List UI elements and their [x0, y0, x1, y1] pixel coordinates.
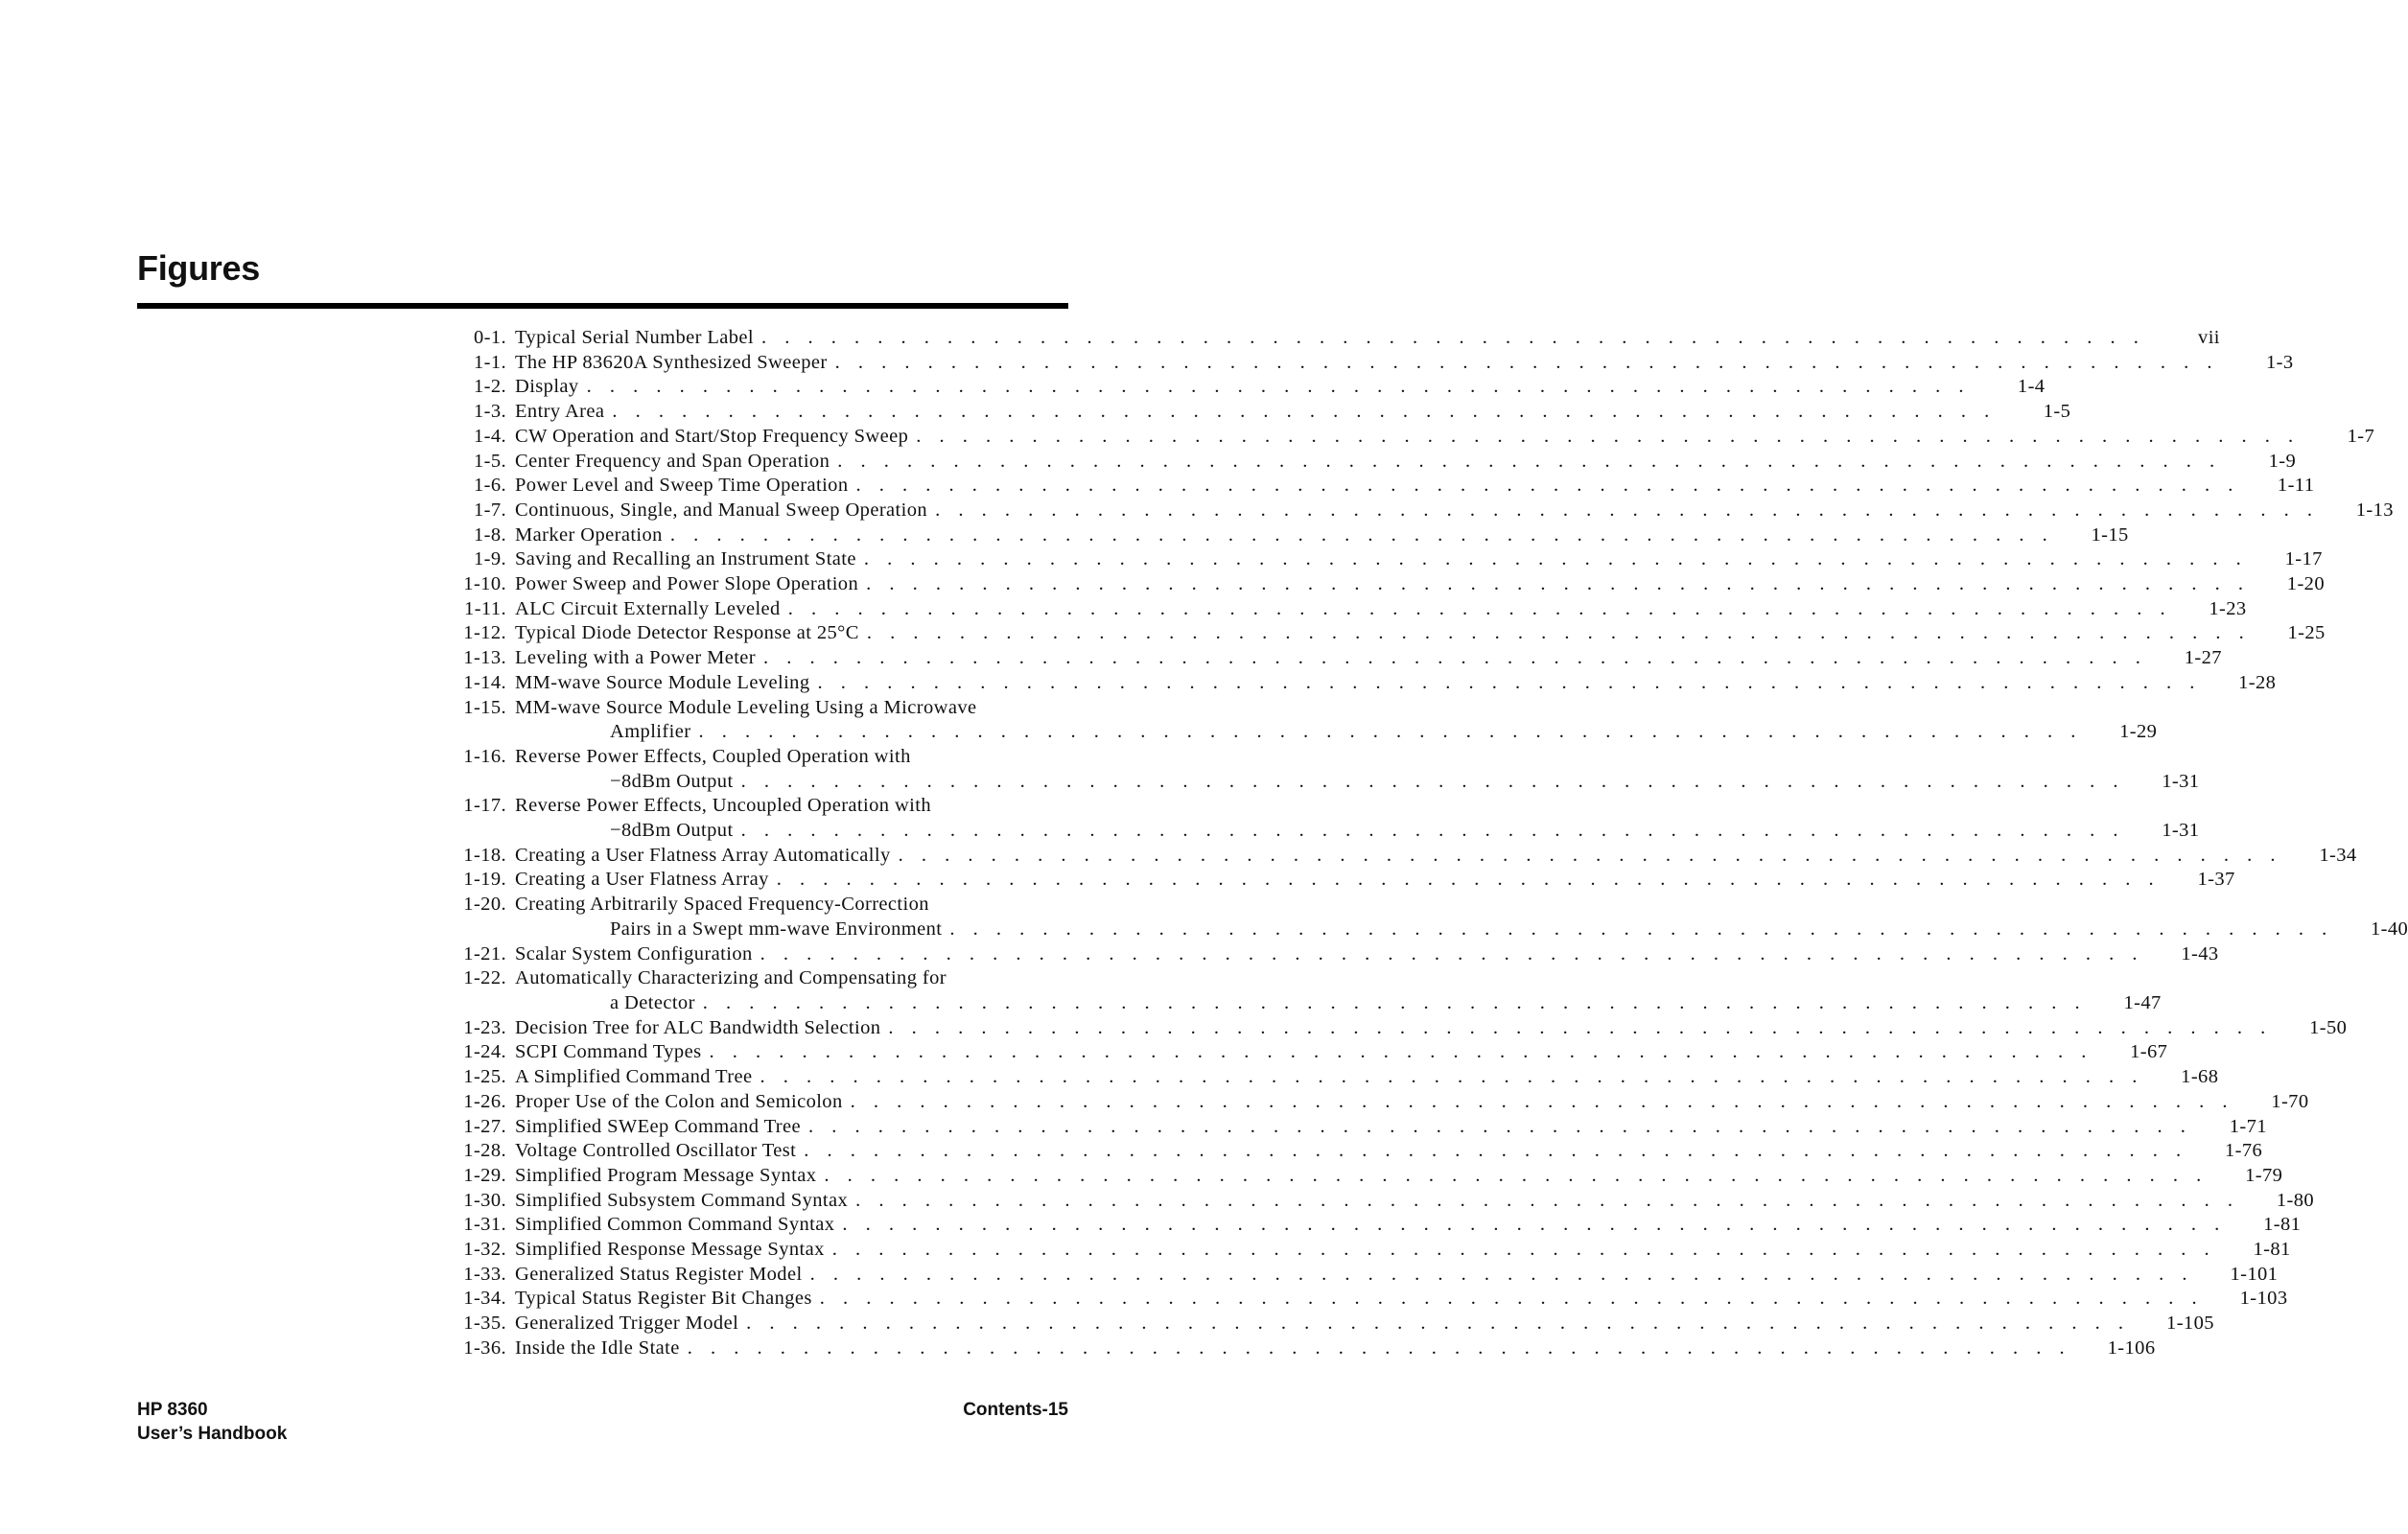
dot-leader: . . . . . . . . . . . . . . . . . . . . . . . . . . . . . . . . . . . . . . . . . . . . . . . . . . . . . . . . . . . .: [746, 1313, 2131, 1335]
figure-page-number: 1-79: [2245, 1164, 2283, 1186]
figure-title: Generalized Trigger Model: [515, 1313, 739, 1335]
figure-entry: [451, 375, 2046, 400]
figure-number: 1-26.: [463, 1090, 506, 1112]
figure-title: CW Operation and Start/Stop Frequency Sweep: [515, 425, 909, 447]
figures-list: [451, 326, 2408, 1361]
figure-number: 1-9.: [473, 548, 506, 570]
figure-title: Power Sweep and Power Slope Operation: [515, 573, 859, 595]
figure-page-number: 1-13: [2355, 499, 2394, 521]
dot-leader: . . . . . . . . . . . . . . . . . . . . . . . . . . . . . . . . . . . . . . . . . . . . . . . . . . . . . . . . . . . .: [842, 1214, 2227, 1236]
dot-leader: . . . . . . . . . . . . . . . . . . . . . . . . . . . . . . . . . . . . . . . . . . . . . . . . . . . . . . . . . . . .: [850, 1090, 2234, 1112]
dot-leader: . . . . . . . . . . . . . . . . . . . . . . . . . . . . . . . . . . . . . . . . . . . . . . . . . . . . . . . . . . . .: [916, 425, 2301, 447]
figure-entry: [451, 1090, 2309, 1115]
figure-entry: [451, 547, 2323, 572]
figure-entry: [451, 745, 1068, 770]
dot-leader: . . . . . . . . . . . . . . . . . . . . . . . . . . . . . . . . . . . . . . . . . . . . . . . . . . . . . . . . . . . .: [687, 1336, 2071, 1359]
dot-leader: . . . . . . . . . . . . . . . . . . . . . . . . . . . . . . . . . . . . . . . . . . . . . . . . . . . . . . . . . . . .: [888, 1016, 2273, 1038]
figure-number: 1-22.: [463, 967, 506, 989]
figure-number: 0-1.: [473, 327, 506, 348]
figure-entry: [451, 474, 2315, 499]
dot-leader: . . . . . . . . . . . . . . . . . . . . . . . . . . . . . . . . . . . . . . . . . . . . . . . . . . . . . . . . . . . .: [834, 351, 2219, 373]
dot-leader: . . . . . . . . . . . . . . . . . . . . . . . . . . . . . . . . . . . . . . . . . . . . . . . . . . . . . . . . . . . .: [702, 991, 2087, 1013]
dot-leader: . . . . . . . . . . . . . . . . . . . . . . . . . . . . . . . . . . . . . . . . . . . . . . . . . . . . . . . . . . . .: [817, 671, 2202, 693]
figure-number: 1-12.: [463, 622, 506, 644]
figure-page-number: 1-43: [2181, 942, 2219, 965]
figure-page-number: 1-34: [2319, 844, 2357, 866]
figure-title: Reverse Power Effects, Coupled Operation with: [515, 745, 911, 767]
figure-title: Simplified Subsystem Command Syntax: [515, 1189, 849, 1211]
figure-page-number: 1-17: [2284, 548, 2323, 570]
figure-page-number: 1-67: [2130, 1041, 2168, 1063]
figure-page-number: 1-76: [2224, 1140, 2263, 1162]
figure-page-number: 1-27: [2184, 647, 2222, 669]
figure-number: 1-7.: [473, 499, 506, 521]
figure-entry: [451, 523, 2129, 548]
figure-number: 1-33.: [463, 1263, 506, 1285]
heading-rule: [137, 303, 1068, 309]
figure-number: 1-36.: [463, 1336, 506, 1359]
figure-title: Typical Diode Detector Response at 25°C: [515, 622, 859, 644]
figure-number: 1-28.: [463, 1140, 506, 1162]
figure-page-number: 1-81: [2253, 1239, 2291, 1261]
figure-title: Center Frequency and Span Operation: [515, 450, 830, 472]
dot-leader: . . . . . . . . . . . . . . . . . . . . . . . . . . . . . . . . . . . . . . . . . . . . . . . . . . . . . . . . . . . .: [776, 869, 2161, 891]
figure-entry: [451, 942, 2219, 967]
figure-number: 1-27.: [463, 1115, 506, 1137]
figure-number: 1-18.: [463, 844, 506, 866]
dot-leader: . . . . . . . . . . . . . . . . . . . . . . . . . . . . . . . . . . . . . . . . . . . . . . . . . . . . . . . . . . . .: [866, 573, 2250, 595]
figure-number: 1-1.: [473, 351, 506, 373]
figure-number: 1-19.: [463, 869, 506, 891]
figure-entry: [451, 425, 2375, 450]
dot-leader: . . . . . . . . . . . . . . . . . . . . . . . . . . . . . . . . . . . . . . . . . . . . . . . . . . . . . . . . . . . .: [866, 622, 2251, 644]
figure-page-number: 1-31: [2162, 820, 2200, 842]
figure-title: ALC Circuit Externally Leveled: [515, 597, 781, 619]
dot-leader: . . . . . . . . . . . . . . . . . . . . . . . . . . . . . . . . . . . . . . . . . . . . . . . . . . . . . . . . . . . .: [761, 327, 2145, 348]
figure-page-number: 1-23: [2209, 597, 2247, 619]
figure-number: 1-8.: [473, 523, 506, 546]
figure-entry: [451, 1312, 2214, 1336]
figure-title: Automatically Characterizing and Compensating for: [515, 967, 947, 989]
footer-page-number: Contents-15: [963, 1400, 1068, 1420]
figure-entry-continuation: [451, 770, 2200, 795]
figure-page-number: 1-4: [2017, 376, 2046, 398]
figure-page-number: 1-103: [2239, 1288, 2288, 1310]
figure-title: Inside the Idle State: [515, 1336, 680, 1359]
figure-entry: [451, 351, 2294, 376]
figure-number: 1-16.: [463, 745, 506, 767]
figure-page-number: 1-7: [2347, 425, 2375, 447]
dot-leader: . . . . . . . . . . . . . . . . . . . . . . . . . . . . . . . . . . . . . . . . . . . . . . . . . . . . . . . . . . . .: [809, 1263, 2194, 1285]
figure-number: 1-24.: [463, 1041, 506, 1063]
figure-title: Scalar System Configuration: [515, 942, 753, 965]
figure-entry: [451, 844, 2357, 869]
figure-title: Typical Status Register Bit Changes: [515, 1288, 812, 1310]
footer-handbook-title: User’s Handbook: [137, 1424, 288, 1444]
figure-entry: [451, 1164, 2283, 1189]
figure-number: 1-17.: [463, 795, 506, 817]
footer-manual-info: [137, 1398, 287, 1446]
figure-entry: [451, 572, 2325, 597]
figure-entry: [451, 1016, 2348, 1041]
figure-number: 1-29.: [463, 1164, 506, 1186]
figure-page-number: 1-37: [2197, 869, 2235, 891]
figure-page-number: 1-80: [2276, 1189, 2315, 1211]
dot-leader: . . . . . . . . . . . . . . . . . . . . . . . . . . . . . . . . . . . . . . . . . . . . . . . . . . . . . . . . . . . .: [709, 1041, 2093, 1063]
figure-entry: [451, 499, 2394, 523]
figure-title: Amplifier: [610, 721, 691, 743]
figure-title: Pairs in a Swept mm-wave Environment: [610, 918, 943, 940]
figure-title: Proper Use of the Colon and Semicolon: [515, 1090, 843, 1112]
dot-leader: . . . . . . . . . . . . . . . . . . . . . . . . . . . . . . . . . . . . . . . . . . . . . . . . . . . . . . . . . . . .: [787, 597, 2172, 619]
figure-title: −8dBm Output: [610, 770, 734, 792]
dot-leader: . . . . . . . . . . . . . . . . . . . . . . . . . . . . . . . . . . . . . . . . . . . . . . . . . . . . . . . . . . . .: [824, 1164, 2209, 1186]
figure-title: Display: [515, 376, 579, 398]
figure-entry-continuation: [451, 991, 2162, 1016]
figure-title: −8dBm Output: [610, 820, 734, 842]
figure-title: Entry Area: [515, 401, 605, 423]
figure-page-number: 1-25: [2287, 622, 2326, 644]
figure-entry: [451, 450, 2297, 475]
dot-leader: . . . . . . . . . . . . . . . . . . . . . . . . . . . . . . . . . . . . . . . . . . . . . . . . . . . . . . . . . . . .: [804, 1140, 2188, 1162]
figure-entry: [451, 868, 2235, 893]
figure-entry: [451, 794, 1068, 819]
dot-leader: . . . . . . . . . . . . . . . . . . . . . . . . . . . . . . . . . . . . . . . . . . . . . . . . . . . . . . . . . . . .: [612, 401, 1997, 423]
dot-leader: . . . . . . . . . . . . . . . . . . . . . . . . . . . . . . . . . . . . . . . . . . . . . . . . . . . . . . . . . . . .: [855, 475, 2240, 497]
dot-leader: . . . . . . . . . . . . . . . . . . . . . . . . . . . . . . . . . . . . . . . . . . . . . . . . . . . . . . . . . . . .: [949, 918, 2334, 940]
figure-page-number: 1-15: [2091, 523, 2129, 546]
figure-entry: [451, 646, 2222, 671]
figure-page-number: 1-5: [2043, 401, 2071, 423]
dot-leader: . . . . . . . . . . . . . . . . . . . . . . . . . . . . . . . . . . . . . . . . . . . . . . . . . . . . . . . . . . . .: [760, 942, 2144, 965]
figure-title: Generalized Status Register Model: [515, 1263, 803, 1285]
figure-title: Saving and Recalling an Instrument State: [515, 548, 856, 570]
figure-entry: [451, 400, 2071, 425]
figure-page-number: 1-9: [2268, 450, 2297, 472]
figure-entry: [451, 1189, 2315, 1214]
figure-number: 1-21.: [463, 942, 506, 965]
figure-title: SCPI Command Types: [515, 1041, 702, 1063]
figure-page-number: 1-71: [2229, 1115, 2267, 1137]
dot-leader: . . . . . . . . . . . . . . . . . . . . . . . . . . . . . . . . . . . . . . . . . . . . . . . . . . . . . . . . . . . .: [586, 376, 1971, 398]
footer-model: HP 8360: [137, 1400, 208, 1420]
figure-page-number: 1-101: [2230, 1263, 2279, 1285]
figure-entry: [451, 1238, 2291, 1263]
figure-entry: [451, 893, 1068, 918]
figure-page-number: 1-11: [2277, 475, 2315, 497]
dot-leader: . . . . . . . . . . . . . . . . . . . . . . . . . . . . . . . . . . . . . . . . . . . . . . . . . . . . . . . . . . . .: [763, 647, 2147, 669]
figure-title: Power Level and Sweep Time Operation: [515, 475, 849, 497]
figure-page-number: 1-105: [2166, 1313, 2214, 1335]
figure-number: 1-34.: [463, 1288, 506, 1310]
figure-number: 1-11.: [464, 597, 506, 619]
figure-title: Simplified Common Command Syntax: [515, 1214, 835, 1236]
figure-title: Typical Serial Number Label: [515, 327, 755, 348]
dot-leader: . . . . . . . . . . . . . . . . . . . . . . . . . . . . . . . . . . . . . . . . . . . . . . . . . . . . . . . . . . . .: [740, 820, 2125, 842]
figure-title: Leveling with a Power Meter: [515, 647, 757, 669]
figure-page-number: 1-40: [2371, 918, 2408, 940]
figure-entry: [451, 1287, 2288, 1312]
figure-title: a Detector: [610, 991, 695, 1013]
figure-page-number: 1-68: [2181, 1066, 2219, 1088]
figure-entry-continuation: [451, 918, 2408, 942]
figure-number: 1-25.: [463, 1066, 506, 1088]
figure-title: Creating a User Flatness Array Automatically: [515, 844, 891, 866]
figure-title: Simplified Response Message Syntax: [515, 1239, 825, 1261]
figure-title: Simplified SWEep Command Tree: [515, 1115, 802, 1137]
figure-entry: [451, 621, 2326, 646]
dot-leader: . . . . . . . . . . . . . . . . . . . . . . . . . . . . . . . . . . . . . . . . . . . . . . . . . . . . . . . . . . . .: [837, 450, 2222, 472]
dot-leader: . . . . . . . . . . . . . . . . . . . . . . . . . . . . . . . . . . . . . . . . . . . . . . . . . . . . . . . . . . . .: [698, 721, 2083, 743]
figure-number: 1-20.: [463, 894, 506, 916]
figure-page-number: vii: [2198, 327, 2220, 348]
figure-page-number: 1-70: [2271, 1090, 2309, 1112]
dot-leader: . . . . . . . . . . . . . . . . . . . . . . . . . . . . . . . . . . . . . . . . . . . . . . . . . . . . . . . . . . . .: [760, 1066, 2144, 1088]
figure-entry: [451, 1213, 2302, 1238]
dot-leader: . . . . . . . . . . . . . . . . . . . . . . . . . . . . . . . . . . . . . . . . . . . . . . . . . . . . . . . . . . . .: [935, 499, 2319, 521]
figure-entry: [451, 671, 2277, 696]
figure-entry: [451, 1115, 2267, 1140]
dot-leader: . . . . . . . . . . . . . . . . . . . . . . . . . . . . . . . . . . . . . . . . . . . . . . . . . . . . . . . . . . . .: [808, 1115, 2192, 1137]
figure-number: 1-10.: [463, 573, 506, 595]
figure-number: 1-35.: [463, 1313, 506, 1335]
figure-page-number: 1-81: [2263, 1214, 2302, 1236]
figure-page-number: 1-31: [2162, 770, 2200, 792]
figure-number: 1-31.: [463, 1214, 506, 1236]
figure-number: 1-6.: [473, 475, 506, 497]
dot-leader: . . . . . . . . . . . . . . . . . . . . . . . . . . . . . . . . . . . . . . . . . . . . . . . . . . . . . . . . . . . .: [740, 770, 2125, 792]
figure-title: MM-wave Source Module Leveling: [515, 671, 810, 693]
dot-leader: . . . . . . . . . . . . . . . . . . . . . . . . . . . . . . . . . . . . . . . . . . . . . . . . . . . . . . . . . . . .: [669, 523, 2054, 546]
figure-title: A Simplified Command Tree: [515, 1066, 753, 1088]
figure-page-number: 1-3: [2265, 351, 2294, 373]
figure-title: Continuous, Single, and Manual Sweep Operation: [515, 499, 928, 521]
figure-page-number: 1-20: [2286, 573, 2325, 595]
figure-page-number: 1-28: [2238, 671, 2277, 693]
figure-number: 1-30.: [463, 1189, 506, 1211]
figure-title: Marker Operation: [515, 523, 663, 546]
figure-page-number: 1-29: [2119, 721, 2158, 743]
figure-entry: [451, 1139, 2263, 1164]
dot-leader: . . . . . . . . . . . . . . . . . . . . . . . . . . . . . . . . . . . . . . . . . . . . . . . . . . . . . . . . . . . .: [855, 1189, 2240, 1211]
dot-leader: . . . . . . . . . . . . . . . . . . . . . . . . . . . . . . . . . . . . . . . . . . . . . . . . . . . . . . . . . . . .: [831, 1239, 2216, 1261]
figure-entry: [451, 326, 2220, 351]
figure-title: Creating Arbitrarily Spaced Frequency-Correction: [515, 894, 929, 916]
figure-title: Reverse Power Effects, Uncoupled Operation with: [515, 795, 931, 817]
figure-number: 1-15.: [463, 696, 506, 718]
dot-leader: . . . . . . . . . . . . . . . . . . . . . . . . . . . . . . . . . . . . . . . . . . . . . . . . . . . . . . . . . . . .: [898, 844, 2282, 866]
dot-leader: . . . . . . . . . . . . . . . . . . . . . . . . . . . . . . . . . . . . . . . . . . . . . . . . . . . . . . . . . . . .: [863, 548, 2248, 570]
figure-page-number: 1-106: [2107, 1336, 2156, 1359]
figure-title: Decision Tree for ALC Bandwidth Selection: [515, 1016, 881, 1038]
figure-entry-continuation: [451, 819, 2200, 844]
figure-number: 1-32.: [463, 1239, 506, 1261]
figure-number: 1-23.: [463, 1016, 506, 1038]
figure-title: Creating a User Flatness Array: [515, 869, 769, 891]
figure-number: 1-4.: [473, 425, 506, 447]
figure-entry: [451, 1065, 2219, 1090]
figure-title: The HP 83620A Synthesized Sweeper: [515, 351, 828, 373]
figure-entry: [451, 966, 1068, 991]
figure-entry: [451, 597, 2247, 622]
figure-number: 1-2.: [473, 376, 506, 398]
figure-entry: [451, 696, 1068, 721]
figure-title: Simplified Program Message Syntax: [515, 1164, 817, 1186]
figure-entry: [451, 1263, 2279, 1288]
figure-number: 1-14.: [463, 671, 506, 693]
figure-number: 1-13.: [463, 647, 506, 669]
figure-number: 1-3.: [473, 401, 506, 423]
page-title: Figures: [137, 248, 260, 288]
figure-entry: [451, 1040, 2168, 1065]
figure-title: MM-wave Source Module Leveling Using a Microwave: [515, 696, 977, 718]
figure-number: 1-5.: [473, 450, 506, 472]
figure-title: Voltage Controlled Oscillator Test: [515, 1140, 797, 1162]
dot-leader: . . . . . . . . . . . . . . . . . . . . . . . . . . . . . . . . . . . . . . . . . . . . . . . . . . . . . . . . . . . .: [819, 1288, 2204, 1310]
figure-entry-continuation: [451, 720, 2158, 745]
figure-page-number: 1-47: [2123, 991, 2162, 1013]
figure-entry: [451, 1336, 2156, 1361]
figure-page-number: 1-50: [2309, 1016, 2348, 1038]
